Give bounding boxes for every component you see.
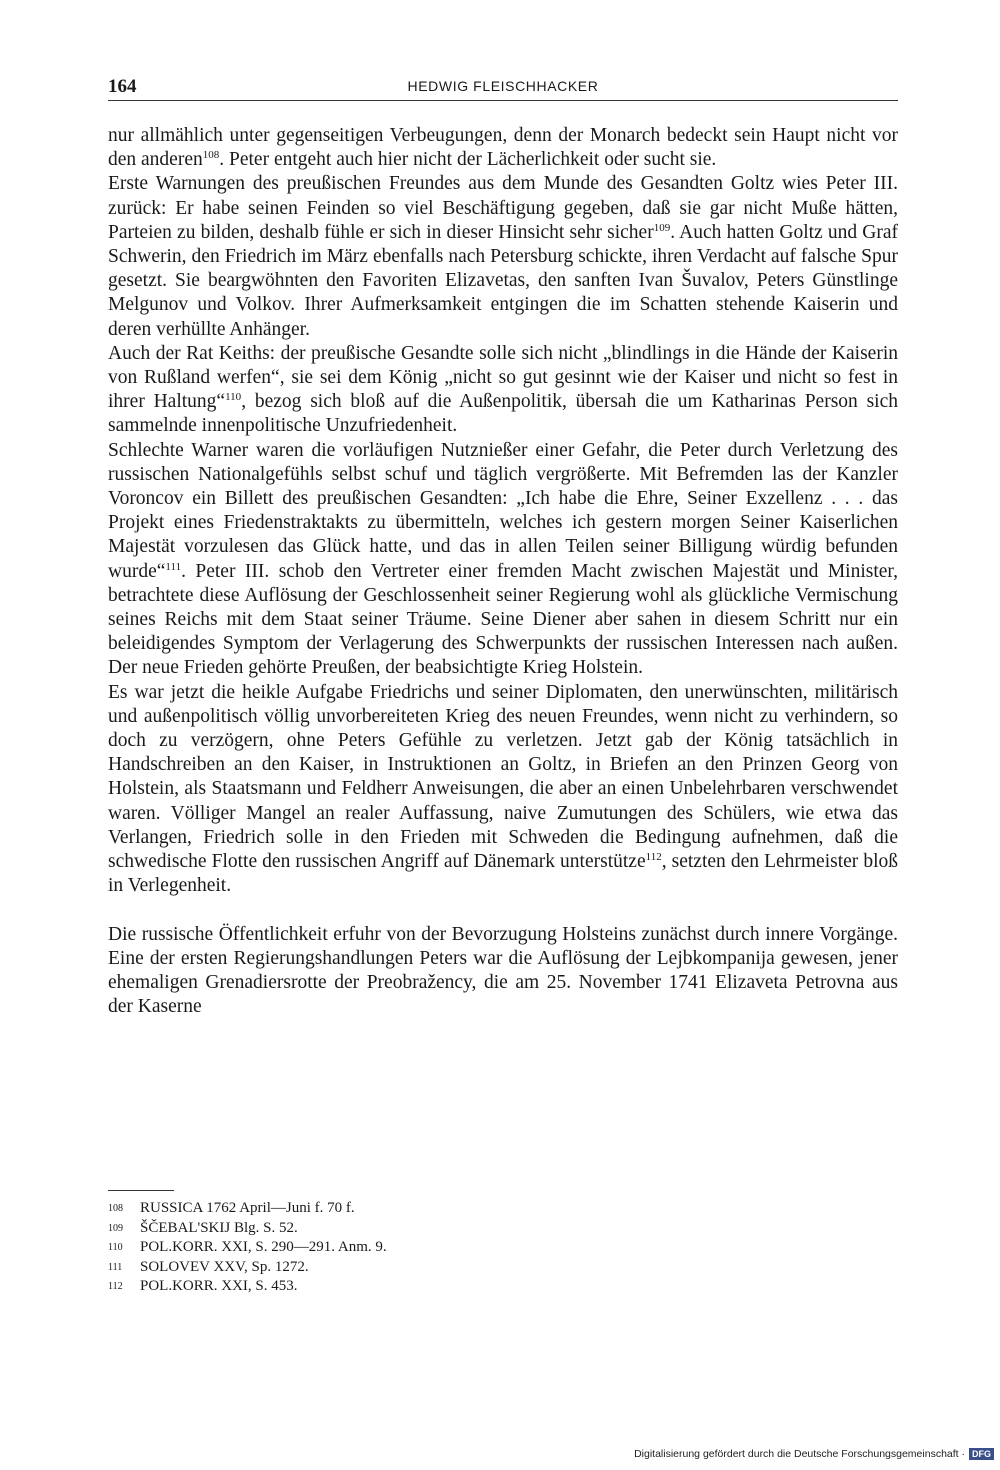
paragraph-text: . Auch hatten Goltz und Graf Schwerin, den Friedrich im März ebenfalls nach Petersburg schickte, ihren Verdacht auf falsche Spur gesetzt. Sie beargwöhnten den Favoriten Elizavetas, den sanften Ivan Šuvalov, Peters Günstlinge Melgunov und Volkov. Ihrer Aufmerksamkeit entgingen die im Schatten stehende Kaiserin und deren verhüllte Anhänger. (108, 221, 898, 340)
paragraph (108, 342, 898, 439)
header-rule (108, 100, 898, 101)
paragraph (108, 923, 898, 1020)
paragraph-text: Erste Warnungen des preußischen Freundes aus dem Munde des Gesandten Goltz wies Peter III. zurück: Er habe seinen Feinden so viel Beschäftigung gegeben, daß sie gar nicht Muße hätten, Parteien zu bilden, deshalb fühle er sich in dieser Hinsicht sehr sicher (108, 173, 898, 243)
paragraph-text: Die russische Öffentlichkeit erfuhr von der Bevorzugung Holsteins zunächst durch innere Vorgänge. Eine der ersten Regierungshandlungen Peters war die Auflösung der Lejbkompanija gewesen, jener ehemaligen Grenadiersrotte der Preobražency, die am 25. November 1741 Elizaveta Petrovna aus der Kaserne (108, 923, 898, 1018)
credit-text: Digitalisierung gefördert durch die Deutsche Forschungsgemeinschaft · (634, 1448, 965, 1460)
footnote (108, 1277, 898, 1297)
footnote-rule (108, 1190, 174, 1191)
paragraph-text: nur allmählich unter gegenseitigen Verbeugungen, denn der Monarch bedeckt sein Haupt nicht vor den anderen (108, 125, 898, 171)
footnote-ref[interactable]: 111 (165, 560, 182, 573)
digitization-credit (634, 1448, 994, 1460)
footnote-number: 108 (108, 1203, 123, 1214)
paragraph (108, 124, 898, 172)
footnote (108, 1219, 898, 1239)
footnote-text: RUSSICA 1762 April—Juni f. 70 f. (140, 1200, 355, 1216)
footnote-text: POL.KORR. XXI, S. 453. (140, 1278, 298, 1294)
paragraph (108, 439, 898, 681)
footnote-number: 110 (108, 1242, 123, 1253)
footnote-ref[interactable]: 110 (225, 391, 242, 404)
footnote-text: POL.KORR. XXI, S. 290—291. Anm. 9. (140, 1239, 387, 1255)
footnote-text: ŠČEBAL'SKIJ Blg. S. 52. (140, 1219, 298, 1236)
paragraph-text: . Peter III. schob den Vertreter einer fremden Macht zwischen Majestät und Minister, betrachtete diese Auflösung der Geschlossenheit seiner Regierung wohl als glückliche Vermischung seines Reichs mit dem Staat seiner Träume. Seine Diener aber sahen in diesem Schritt nur ein beleidigendes Symptom der Verlagerung des Schwerpunkts der russischen Interessen nach außen. Der neue Frieden gehörte Preußen, der beabsichtigte Krieg Holstein. (108, 560, 898, 679)
page-header (108, 76, 898, 102)
footnote-ref[interactable]: 112 (645, 851, 662, 864)
footnote (108, 1258, 898, 1278)
footnotes (108, 1199, 898, 1297)
footnote-number: 109 (108, 1222, 123, 1234)
page-number: 164 (108, 76, 137, 97)
footnote-number: 111 (108, 1261, 123, 1273)
paragraph-text: Schlechte Warner waren die vorläufigen Nutznießer einer Gefahr, die Peter durch Verletzung des russischen Nationalgefühls selbst schuf und täglich vergrößerte. Mit Befremden las der Kanzler Voroncov ein Billett des preußischen Gesandten: „Ich habe die Ehre, Seiner Exzellenz . . . das Projekt eines Friedenstraktakts zu übermitteln, welches ich gestern morgen Seiner Kaiserlichen Majestät vorzulesen das Glück hatte, und das in allen Teilen seiner Billigung würdig befunden wurde“ (108, 439, 898, 582)
body-text (108, 124, 898, 1019)
paragraph-text: Auch der Rat Keiths: der preußische Gesandte solle sich nicht „blindlings in die Hände der Kaiserin von Rußland werfen“, sie sei dem König „nicht so gut gesinnt wie der Kaiser und nicht so fest in ihrer Haltung“ (108, 342, 898, 413)
footnote-number: 112 (108, 1281, 123, 1292)
paragraph (108, 172, 898, 341)
paragraph-text: Es war jetzt die heikle Aufgabe Friedrichs und seiner Diplomaten, den unerwünschten, militärisch und außenpolitisch völlig unvorbereiteten Krieg des neuen Freundes, wenn nicht zu verhindern, so doch zu verzögern, ohne Peters Gefühle zu verletzen. Jetzt gab der König tatsächlich in Handschreiben an den Kaiser, in Instruktionen an Goltz, in Briefen an den Prinzen Georg von Holstein, als Staatsmann und Feldherr Anweisungen, die aber an einen Unbelehrbaren verschwendet waren. Völliger Mangel an realer Auffassung, naive Zumutungen des Schülers, wie etwa das Verlangen, Friedrich solle in den Frieden mit Schweden die Bedingung aufnehmen, daß die schwedische Flotte den russischen Angriff auf Dänemark unterstütze (108, 681, 898, 873)
paragraph-text: , setzten den Lehrmeister bloß in Verlegenheit. (108, 851, 899, 897)
footnote (108, 1238, 898, 1258)
running-head: HEDWIG FLEISCHHACKER (407, 78, 599, 94)
paragraph (108, 681, 898, 899)
footnote-ref[interactable]: 108 (202, 149, 220, 162)
footnote-ref[interactable]: 109 (653, 221, 671, 234)
paragraph-text: , bezog sich bloß auf die Außenpolitik, übersah die um Katharinas Person sich sammelnde innenpolitische Unzufriedenheit. (108, 391, 898, 437)
dfg-logo: DFG (969, 1448, 994, 1460)
footnote-text: SOLOVEV XXV, Sp. 1272. (140, 1258, 309, 1275)
paragraph-text: . Peter entgeht auch hier nicht der Lächerlichkeit oder sucht sie. (219, 149, 717, 171)
footnote (108, 1199, 898, 1219)
